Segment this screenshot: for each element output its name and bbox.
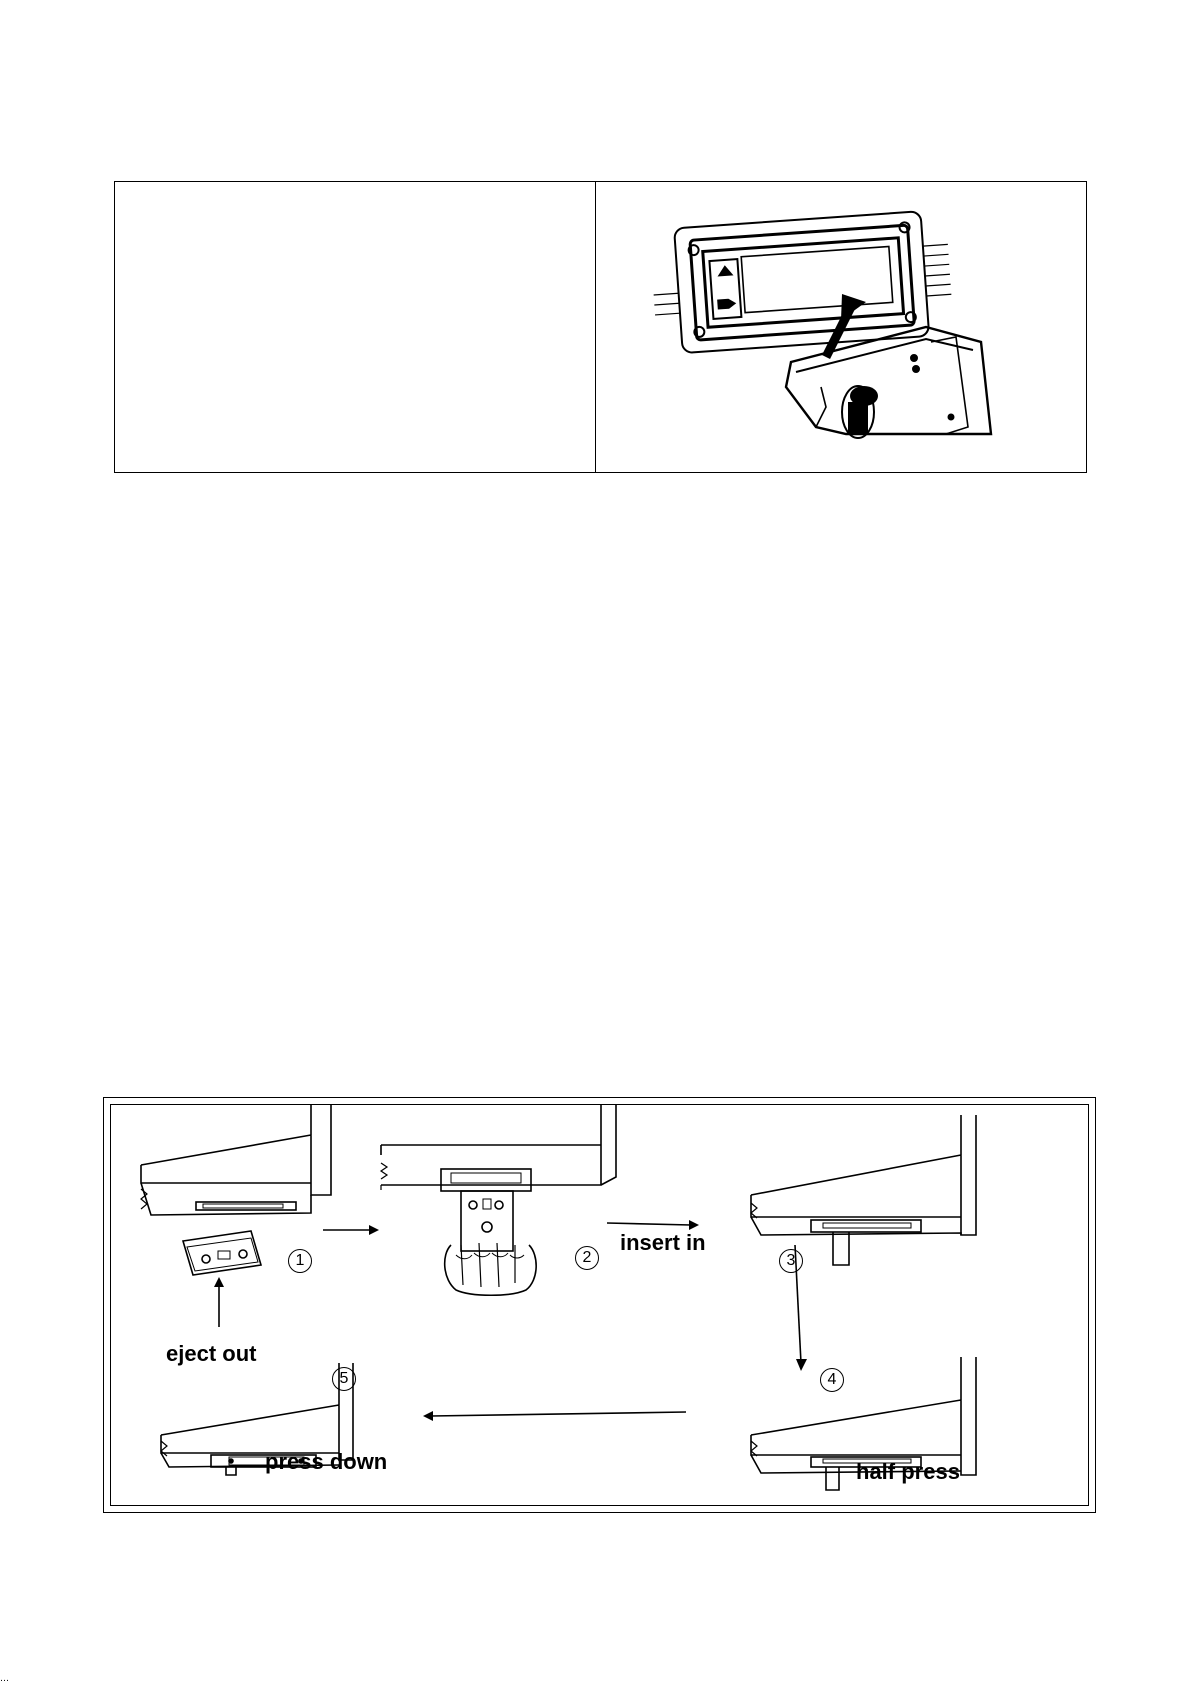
step-number-1: 1 — [288, 1249, 312, 1273]
step-number-3: 3 — [779, 1249, 803, 1273]
label-press-down: press down — [265, 1449, 388, 1474]
page-corner-mark: … — [0, 1674, 9, 1684]
top-illustration-table — [114, 181, 1087, 473]
top-right-image-cell — [596, 182, 1086, 472]
label-eject-out: eject out — [166, 1341, 257, 1366]
cassette-insert-illustration — [596, 182, 1086, 472]
cassette-steps-illustration — [111, 1105, 1089, 1506]
step-number-5: 5 — [332, 1367, 356, 1391]
step-number-4: 4 — [820, 1368, 844, 1392]
step-number-2: 2 — [575, 1246, 599, 1270]
label-half-press: half press — [856, 1459, 960, 1484]
steps-illustration-inner — [110, 1104, 1089, 1506]
steps-illustration-frame — [103, 1097, 1096, 1513]
top-left-empty-cell — [115, 182, 596, 472]
label-insert-in: insert in — [620, 1230, 706, 1255]
